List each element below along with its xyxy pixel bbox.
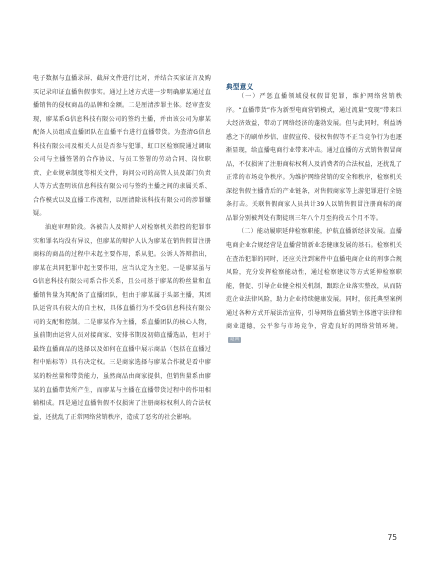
left-paragraph-1: 电子数据与直播录屏、截屏文件进行比对，并结合买家证言及购买记录印证直播售假事实。通过上述方式进一步明确廖某通过直播销售的侵权商品的品牌和金额。二是厘清涉罪主体。经审查发现，廖某系G信息科技有限公司的签约主播，并由该公司为廖某配备人员组成直播团队在直播平台进行直播带货。为查清G信息科技有限公司及相关人员是否参与犯罪，虹口区检察院通过调取公司与主播签署的合作协议、与员工签署的劳动合同、岗位职责、企业规章制度等相关文件，询问公司的高管人员及部门负责人等方式查明该信息科技有限公司与签约主播之间的隶属关系、合作模式以及直播工作流程，以厘清除该科技有限公司的涉罪嫌疑。 <box>33 75 211 218</box>
right-paragraph-1: （一）严惩直播领域侵权假冒犯罪，维护网络营销秩序。“直播带货”作为新型电商营销模式，通过流量“变现”带来巨大经济效益，带动了网络经济的蓬勃发展。但与此同时，利益诱惑之下的刷单炒信、虚假宣传、侵权售假等不正当竞争行为也逐渐显现，给直播电商行业带来冲击。通过直播的方式销售假冒商品，不仅损害了注册商标权利人及消费者的合法权益，还扰乱了正常的市场竞争秩序。为维护网络营销的安全和秩序，检察机关深挖售假主播背后的产业链条，对售假商家等上游犯罪进行全链条打击。关联售假商家人员共计39人以销售假冒注册商标的商品罪分别被判处有期徒刑三年八个月至拘役五个月不等。 <box>226 93 402 222</box>
right-column <box>226 90 402 347</box>
right-paragraph-2-text: （二）能动履职延伸检察职能，护航直播新经济发展。直播电商企业合规经营是直播营销新业态健康发展的基石。检察机关在查治犯罪的同时，还应关注到案件中直播电商企业的刑事合规风险，充分发挥检察能动性，通过检察建议等方式延伸检察职能，督促、引导企业健全相关机制，跟踪企业落实整改，从而防范企业法律风险，助力企业持续健康发展。同时，依托典型案例通过各种方式开展法治宣传，引导网络直播营销主体遵守法律和商业道德，公平参与市场竞争，营造良好的网络营销环境。 <box>226 228 402 331</box>
section-heading: 典型意义 <box>226 83 254 91</box>
right-paragraph-2 <box>226 225 402 347</box>
page-number: 75 <box>387 533 397 542</box>
left-paragraph-2: 油庭审理阶段。各被告人及辩护人对检察机关指控的犯罪事实和罪名均没有异议，但廖某的辩护人认为廖某在销售假冒注册商标的商品的过程中未起主要作用，系从犯。公诉人答辩指出，廖某在共同犯罪中起主要作用，应当认定为主犯。一是廖某虽与G信息科技有限公司系合作关系，且公司基于廖某的粉丝量和直播销售量为其配备了直播团队，但由于廖某属于头部主播，其团队运营具有较大的自主权，具体直播行为不受G信息科技有限公司的支配和控制。二是廖某作为主播，系直播团队的核心人物，虽前期由运营人员对接商家、安排书期及初筛直播选品，但对于最终直播商品的选择以及如何在直播中展示商品（包括在直播过程中贴标等）具有决定权。三是商家选择与廖某合作就是看中廖某的粉丝量和带货能力，虽然商品由商家提供，但销售量系由廖某的直播带货所产生，而廖某与主播在直播带货过程中的作用相辅相成。四是通过直播售假不仅损害了注册商标权利人的合法权益，还扰乱了正常网络营销秩序，造成了恶劣的社会影响。 <box>33 224 211 421</box>
left-column <box>33 72 211 424</box>
return-badge[interactable]: 返回 <box>230 336 240 342</box>
